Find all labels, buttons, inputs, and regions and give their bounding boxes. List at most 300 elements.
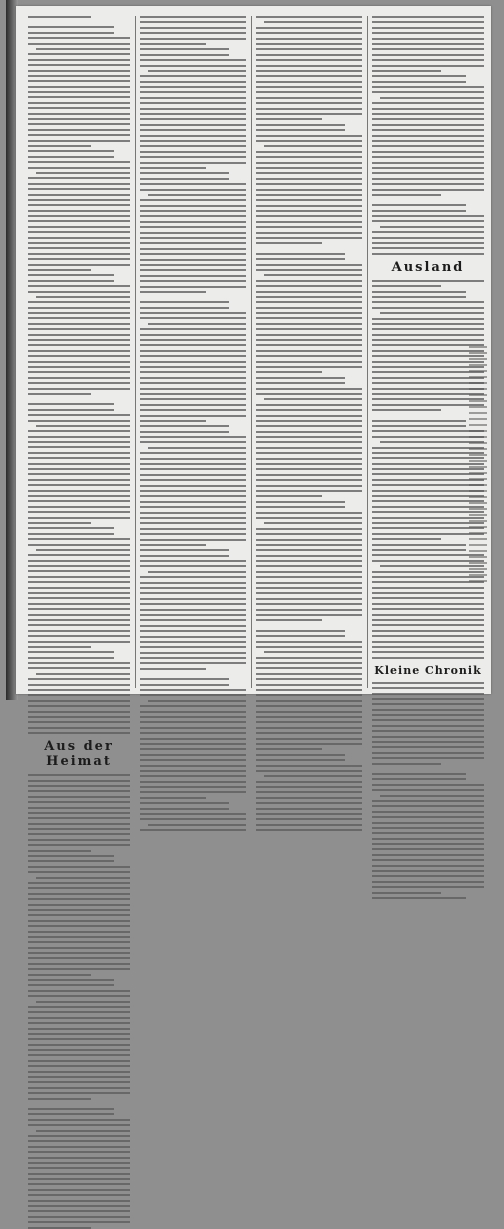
text-line — [256, 452, 362, 454]
text-line — [372, 124, 484, 126]
text-line — [140, 743, 246, 745]
text-line — [256, 81, 362, 83]
text-line — [264, 145, 362, 147]
text-line — [256, 366, 362, 368]
text-line — [256, 183, 362, 185]
text-line — [256, 468, 362, 470]
text-line — [28, 570, 130, 572]
text-line — [372, 500, 484, 502]
text-line — [140, 609, 246, 611]
text-line — [28, 269, 91, 271]
text-line — [372, 538, 441, 540]
text-line — [148, 447, 246, 449]
text-line — [256, 678, 362, 680]
text-line — [372, 318, 484, 320]
text-line — [140, 102, 246, 104]
text-line — [140, 140, 246, 142]
text-line — [28, 1098, 91, 1100]
text-line — [28, 844, 130, 846]
text-line — [28, 86, 130, 88]
text-line — [256, 711, 362, 713]
text-line — [256, 205, 362, 207]
text-line — [28, 231, 130, 233]
text-line — [256, 716, 362, 718]
text-line — [372, 560, 484, 562]
text-line — [256, 565, 362, 567]
text-line — [372, 875, 484, 877]
text-line — [256, 43, 362, 45]
text-line — [28, 366, 130, 368]
text-column-2 — [140, 16, 246, 688]
text-line — [372, 603, 484, 605]
text-line — [256, 323, 362, 325]
text-line — [140, 479, 246, 481]
text-line — [28, 587, 130, 589]
section-heading-ausland: Ausland — [391, 259, 465, 275]
text-line — [372, 635, 484, 637]
text-line — [148, 700, 246, 702]
text-line — [256, 609, 362, 611]
text-line — [140, 344, 246, 346]
text-line — [256, 512, 362, 514]
text-line — [140, 248, 246, 250]
text-line — [372, 296, 466, 298]
body-text-block — [372, 16, 484, 255]
text-line — [28, 140, 130, 142]
text-line — [28, 355, 130, 357]
text-line — [256, 474, 362, 476]
text-line — [372, 135, 484, 137]
text-line — [140, 38, 246, 40]
text-line — [256, 694, 362, 696]
text-line — [28, 188, 130, 190]
text-line — [28, 1140, 130, 1142]
text-line — [28, 334, 130, 336]
text-line — [28, 280, 114, 282]
text-line — [256, 102, 362, 104]
text-line — [140, 625, 246, 627]
text-line — [380, 312, 484, 314]
text-line — [256, 495, 322, 497]
text-line — [372, 307, 484, 309]
text-line — [140, 135, 246, 137]
text-line — [372, 21, 484, 23]
text-line — [140, 619, 246, 621]
text-line — [140, 797, 206, 799]
text-line — [28, 597, 130, 599]
text-line — [256, 582, 362, 584]
text-line — [28, 317, 130, 319]
text-line — [28, 1076, 130, 1078]
text-line — [28, 441, 130, 443]
text-line — [372, 805, 484, 807]
text-line — [28, 833, 130, 835]
text-line — [372, 608, 484, 610]
text-line — [28, 307, 130, 309]
text-line — [256, 829, 362, 831]
text-line — [372, 848, 484, 850]
text-line — [28, 936, 130, 938]
text-line — [256, 517, 362, 519]
text-line — [256, 242, 322, 244]
text-line — [140, 641, 246, 643]
text-line — [140, 124, 246, 126]
text-line — [372, 657, 484, 659]
text-line — [140, 425, 229, 427]
text-line — [256, 576, 362, 578]
text-line — [28, 979, 114, 981]
text-line — [28, 129, 130, 131]
text-line — [28, 565, 130, 567]
text-line — [28, 32, 114, 34]
text-line — [256, 689, 362, 691]
text-line — [256, 97, 362, 99]
text-line — [372, 897, 466, 899]
text-line — [256, 592, 362, 594]
text-line — [256, 479, 362, 481]
text-line — [372, 892, 441, 894]
text-line — [28, 393, 91, 395]
text-line — [28, 947, 130, 949]
text-line — [140, 27, 246, 29]
text-line — [256, 431, 362, 433]
text-line — [28, 414, 130, 416]
text-line — [256, 339, 362, 341]
text-line — [140, 210, 246, 212]
text-line — [28, 931, 130, 933]
text-line — [372, 463, 484, 465]
text-line — [264, 522, 362, 524]
text-line — [140, 458, 246, 460]
text-line — [28, 522, 91, 524]
text-line — [256, 549, 362, 551]
text-line — [372, 811, 484, 813]
text-line — [256, 824, 362, 826]
text-line — [36, 549, 130, 551]
text-line — [28, 544, 130, 546]
text-line — [256, 770, 362, 772]
text-line — [256, 544, 362, 546]
column-rule — [135, 16, 136, 688]
text-line — [372, 495, 484, 497]
text-line — [28, 1060, 130, 1062]
text-line — [140, 291, 206, 293]
text-line — [28, 161, 130, 163]
text-line — [148, 323, 246, 325]
text-line — [256, 344, 362, 346]
text-line — [140, 485, 246, 487]
text-line — [140, 91, 246, 93]
text-line — [372, 741, 484, 743]
text-line — [28, 839, 130, 841]
text-line — [256, 129, 345, 131]
text-line — [140, 802, 229, 804]
text-line — [256, 420, 362, 422]
text-line — [140, 32, 246, 34]
text-line — [28, 409, 114, 411]
text-line — [372, 183, 484, 185]
text-line — [28, 887, 130, 889]
text-line — [256, 16, 362, 18]
text-line — [28, 1189, 130, 1191]
text-line — [28, 581, 130, 583]
text-line — [256, 48, 362, 50]
text-line — [140, 307, 229, 309]
text-line — [372, 420, 466, 422]
text-line — [140, 765, 246, 767]
text-line — [28, 871, 130, 873]
text-line — [372, 118, 484, 120]
text-line — [372, 506, 484, 508]
text-line — [28, 925, 130, 927]
text-line — [28, 96, 130, 98]
text-line — [256, 705, 362, 707]
text-line — [28, 468, 130, 470]
text-line — [140, 474, 246, 476]
text-line — [28, 689, 130, 691]
text-line — [372, 430, 484, 432]
text-line — [256, 118, 322, 120]
text-column-1 — [28, 16, 130, 770]
text-line — [372, 865, 484, 867]
text-line — [140, 97, 246, 99]
text-line — [28, 641, 130, 643]
text-line — [256, 167, 362, 169]
text-line — [256, 641, 362, 643]
text-line — [28, 436, 130, 438]
text-line — [256, 91, 362, 93]
text-line — [372, 592, 484, 594]
text-line — [140, 522, 246, 524]
text-line — [264, 274, 362, 276]
text-line — [28, 711, 130, 713]
text-line — [372, 145, 484, 147]
text-line — [256, 140, 362, 142]
text-line — [28, 344, 130, 346]
text-line — [372, 189, 484, 191]
text-line — [140, 813, 246, 815]
text-line — [256, 75, 362, 77]
text-line — [256, 533, 362, 535]
text-line — [256, 86, 362, 88]
text-line — [28, 328, 130, 330]
text-line — [28, 1178, 130, 1180]
text-line — [372, 870, 484, 872]
text-line — [148, 824, 246, 826]
text-line — [28, 920, 130, 922]
text-line — [140, 339, 246, 341]
text-line — [140, 614, 246, 616]
text-line — [372, 301, 484, 303]
text-line — [140, 490, 246, 492]
margin-bleed-through — [469, 346, 487, 586]
text-line — [28, 646, 91, 648]
text-line — [256, 151, 362, 153]
text-line — [256, 296, 362, 298]
text-line — [140, 377, 246, 379]
text-line — [140, 544, 206, 546]
text-line — [372, 881, 484, 883]
text-line — [140, 81, 246, 83]
text-line — [372, 280, 484, 282]
text-line — [28, 167, 130, 169]
text-line — [372, 285, 441, 287]
text-line — [372, 366, 484, 368]
text-line — [28, 350, 130, 352]
text-line — [140, 172, 229, 174]
text-line — [372, 725, 484, 727]
text-line — [28, 619, 130, 621]
text-line — [28, 1065, 130, 1067]
text-line — [372, 822, 484, 824]
text-line — [140, 775, 246, 777]
text-line — [372, 38, 484, 40]
text-line — [256, 307, 362, 309]
text-line — [140, 727, 246, 729]
text-line — [28, 1173, 130, 1175]
text-line — [28, 812, 130, 814]
text-line — [140, 759, 246, 761]
text-line — [28, 1044, 130, 1046]
text-line — [372, 457, 484, 459]
text-line — [256, 657, 362, 659]
text-line — [140, 43, 206, 45]
text-line — [256, 291, 362, 293]
text-line — [372, 549, 466, 551]
text-line — [372, 242, 484, 244]
text-line — [140, 721, 246, 723]
text-line — [140, 528, 246, 530]
text-line — [256, 59, 362, 61]
text-line — [140, 576, 246, 578]
text-line — [28, 941, 130, 943]
text-line — [148, 571, 246, 573]
text-line — [140, 738, 246, 740]
text-line — [372, 619, 484, 621]
text-line — [28, 1157, 130, 1159]
section-heading-chronik: Kleine Chronik — [374, 663, 482, 677]
text-line — [256, 253, 345, 255]
text-line — [28, 850, 91, 852]
text-line — [28, 484, 130, 486]
text-line — [372, 773, 466, 775]
text-line — [140, 388, 246, 390]
text-line — [140, 301, 229, 303]
text-line — [372, 388, 484, 390]
text-line — [28, 785, 130, 787]
text-line — [256, 388, 362, 390]
text-line — [372, 382, 484, 384]
text-line — [140, 264, 246, 266]
text-line — [256, 818, 362, 820]
text-line — [28, 59, 130, 61]
text-line — [256, 738, 362, 740]
text-line — [28, 194, 130, 196]
text-line — [28, 727, 130, 729]
text-line — [256, 269, 362, 271]
text-line — [140, 436, 246, 438]
text-line — [256, 317, 362, 319]
text-line — [372, 215, 484, 217]
text-line — [140, 199, 246, 201]
text-line — [140, 21, 246, 23]
text-line — [140, 748, 246, 750]
text-line — [140, 145, 246, 147]
text-line — [372, 377, 484, 379]
text-line — [256, 781, 362, 783]
text-line — [28, 995, 130, 997]
text-line — [140, 59, 246, 61]
text-line — [256, 156, 362, 158]
text-line — [256, 328, 362, 330]
text-line — [28, 123, 130, 125]
text-line — [28, 247, 130, 249]
text-line — [28, 107, 130, 109]
text-line — [372, 75, 466, 77]
text-line — [140, 684, 229, 686]
text-line — [372, 641, 484, 643]
text-line — [140, 275, 246, 277]
text-line — [256, 721, 362, 723]
text-line — [28, 1221, 130, 1223]
text-line — [28, 1124, 130, 1126]
section-heading-heimat: Aus der Heimat — [44, 739, 114, 770]
text-line — [372, 827, 484, 829]
text-line — [140, 189, 246, 191]
text-line — [256, 759, 345, 761]
text-line — [256, 377, 345, 379]
text-line — [28, 817, 130, 819]
text-line — [148, 70, 246, 72]
text-line — [28, 323, 130, 325]
text-line — [140, 657, 246, 659]
text-line — [28, 801, 130, 803]
text-line — [256, 458, 362, 460]
text-line — [28, 145, 91, 147]
text-line — [28, 984, 114, 986]
text-line — [140, 253, 246, 255]
text-line — [28, 150, 114, 152]
text-line — [256, 490, 362, 492]
text-line — [372, 91, 484, 93]
text-line — [28, 1081, 130, 1083]
text-line — [28, 667, 130, 669]
text-line — [140, 431, 229, 433]
text-line — [28, 274, 114, 276]
text-line — [256, 662, 362, 664]
text-line — [28, 538, 130, 540]
text-line — [28, 651, 114, 653]
text-line — [256, 172, 362, 174]
column-rule — [251, 16, 252, 688]
text-line — [372, 719, 484, 721]
text-line — [372, 220, 484, 222]
text-line — [28, 1205, 130, 1207]
text-line — [372, 682, 484, 684]
text-line — [28, 75, 130, 77]
text-line — [256, 635, 345, 637]
text-line — [256, 178, 362, 180]
text-line — [372, 167, 484, 169]
text-line — [140, 689, 246, 691]
text-line — [140, 678, 229, 680]
text-line — [256, 614, 362, 616]
text-line — [140, 393, 246, 395]
text-line — [256, 754, 345, 756]
text-line — [28, 430, 130, 432]
text-line — [140, 108, 246, 110]
text-line — [28, 898, 130, 900]
